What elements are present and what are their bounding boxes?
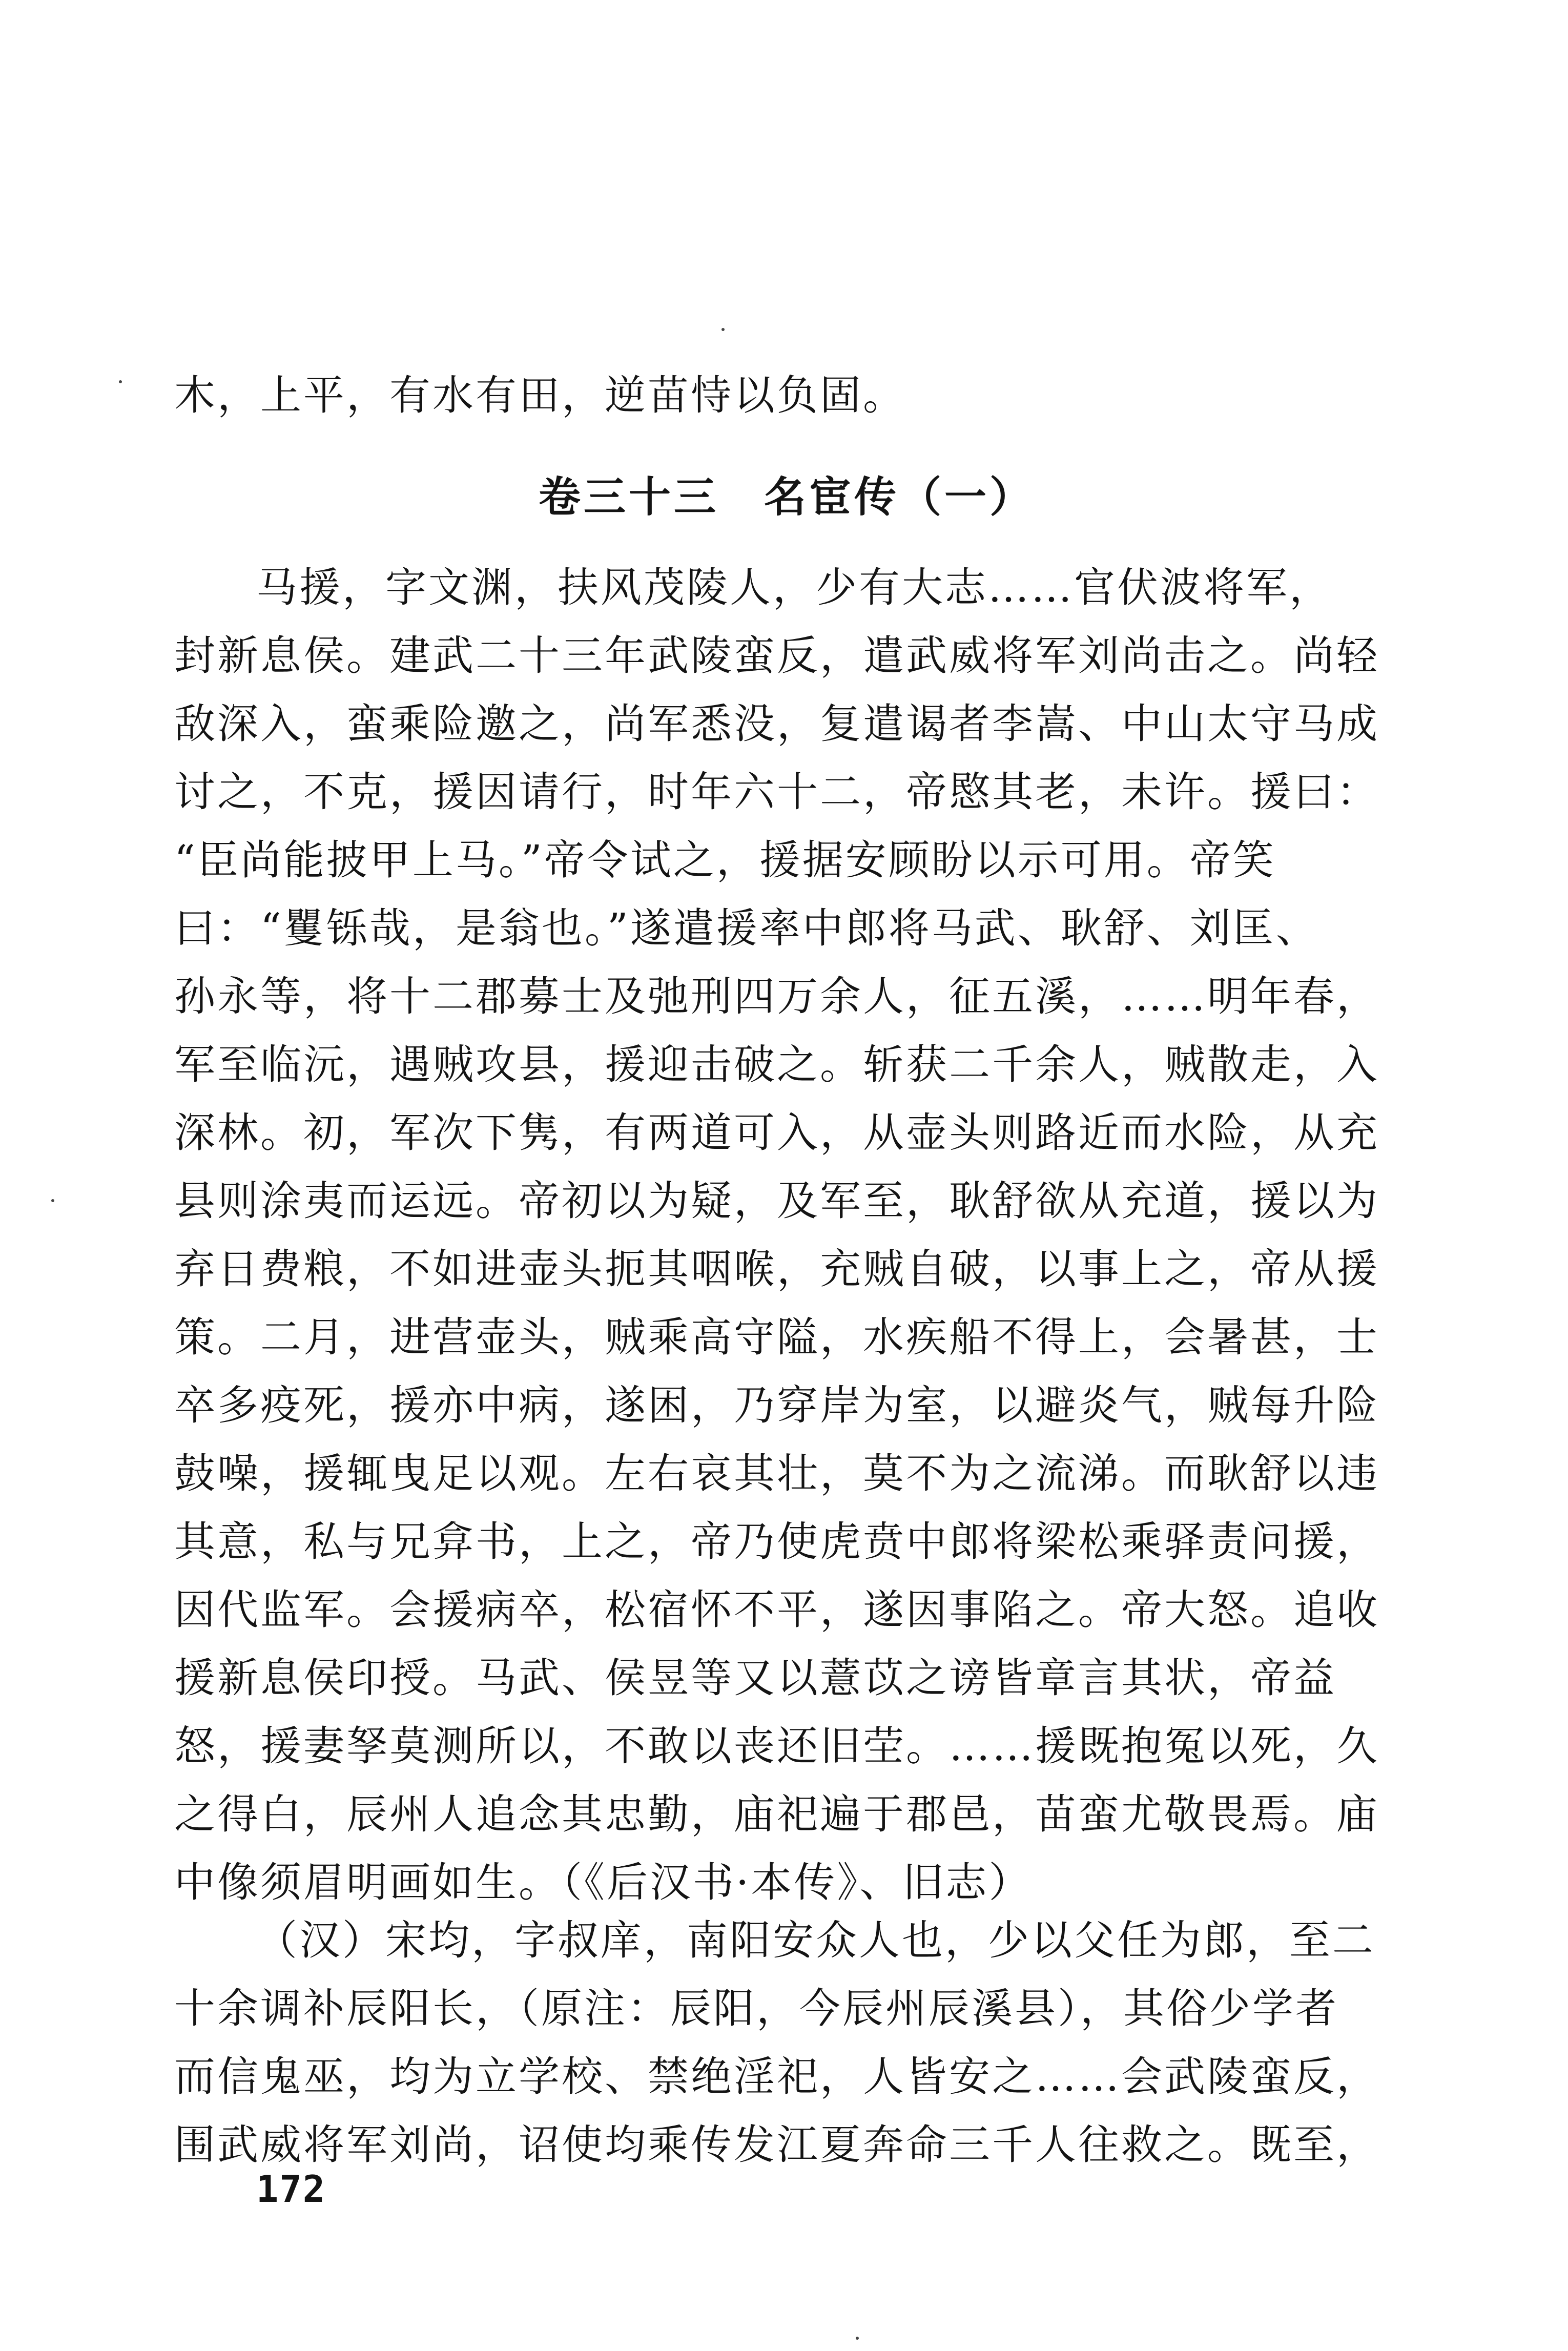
text-line: 讨之，不克，援因请行，时年六十二，帝愍其老，未许。援曰： bbox=[174, 768, 1379, 816]
text-line: 因代监军。会援病卒，松宿怀不平，遂因事陷之。帝大怒。追收 bbox=[174, 1586, 1379, 1634]
text-line: 怒，援妻孥莫测所以，不敢以丧还旧茔。……援既抱冤以死，久 bbox=[174, 1722, 1379, 1770]
text-line: 围武威将军刘尚，诏使均乘传发江夏奔命三千人往救之。既至， bbox=[174, 2121, 1379, 2169]
text-line: 而信鬼巫，均为立学校、禁绝淫祀，人皆安之……会武陵蛮反， bbox=[174, 2053, 1379, 2100]
text-line: “臣尚能披甲上马。”帝令试之，援据安顾盼以示可用。帝笑 bbox=[174, 836, 1276, 884]
opening-line: 木，上平，有水有田，逆苗恃以负固。 bbox=[174, 372, 906, 419]
text-line: 马援，字文渊，扶风茂陵人，少有大志……官伏波将军， bbox=[256, 564, 1332, 611]
text-line: 之得白，辰州人追念其忠勤，庙祀遍于郡邑，苗蛮尤敬畏焉。庙 bbox=[174, 1790, 1379, 1838]
text-line: 援新息侯印授。马武、侯昱等又以薏苡之谤皆章言其状，帝益 bbox=[174, 1654, 1336, 1702]
text-line: 十余调补辰阳长，（原注：辰阳，今辰州辰溪县），其俗少学者 bbox=[174, 1985, 1338, 2032]
print-speck bbox=[856, 2337, 859, 2340]
chapter-heading: 卷三十三 名宦传（一） bbox=[538, 472, 1035, 522]
paragraph-ma-yuan bbox=[174, 553, 1399, 1916]
text-line: 中像须眉明画如生。（《后汉书·本传》、旧志） bbox=[174, 1859, 1032, 1906]
text-line: 封新息侯。建武二十三年武陵蛮反，遣武威将军刘尚击之。尚轻 bbox=[174, 632, 1379, 679]
page-number: 172 bbox=[256, 2168, 326, 2211]
text-line: 孙永等，将十二郡募士及弛刑四万余人，征五溪，……明年春， bbox=[174, 973, 1379, 1020]
text-line: 卒多疫死，援亦中病，遂困，乃穿岸为室，以避炎气，贼每升险 bbox=[174, 1381, 1379, 1429]
print-speck bbox=[119, 380, 122, 383]
text-line: 县则涂夷而运远。帝初以为疑，及军至，耿舒欲从充道，援以为 bbox=[174, 1177, 1379, 1225]
text-line: 敌深入，蛮乘险邀之，尚军悉没，复遣谒者李嵩、中山太守马成 bbox=[174, 700, 1379, 748]
text-line: 鼓噪，援辄曳足以观。左右哀其壮，莫不为之流涕。而耿舒以违 bbox=[174, 1450, 1379, 1497]
text-line: 弃日费粮，不如进壶头扼其咽喉，充贼自破，以事上之，帝从援 bbox=[174, 1245, 1379, 1293]
text-line: 其意，私与兄弇书，上之，帝乃使虎贲中郎将梁松乘驿责问援， bbox=[174, 1518, 1379, 1565]
text-line: （汉）宋均，字叔庠，南阳安众人也，少以父任为郎，至二 bbox=[256, 1916, 1375, 1964]
text-line: 军至临沅，遇贼攻县，援迎击破之。斩获二千余人，贼散走，入 bbox=[174, 1041, 1379, 1088]
text-line: 曰：“矍铄哉，是翁也。”遂遣援率中郎将马武、耿舒、刘匡、 bbox=[174, 904, 1319, 952]
print-speck bbox=[51, 1199, 54, 1202]
paragraph-song-jun bbox=[174, 1906, 1399, 2179]
text-line: 深林。初，军次下隽，有两道可入，从壶头则路近而水险，从充 bbox=[174, 1109, 1379, 1157]
print-speck bbox=[721, 328, 725, 331]
text-line: 策。二月，进营壶头，贼乘高守隘，水疾船不得上，会暑甚，士 bbox=[174, 1313, 1379, 1361]
